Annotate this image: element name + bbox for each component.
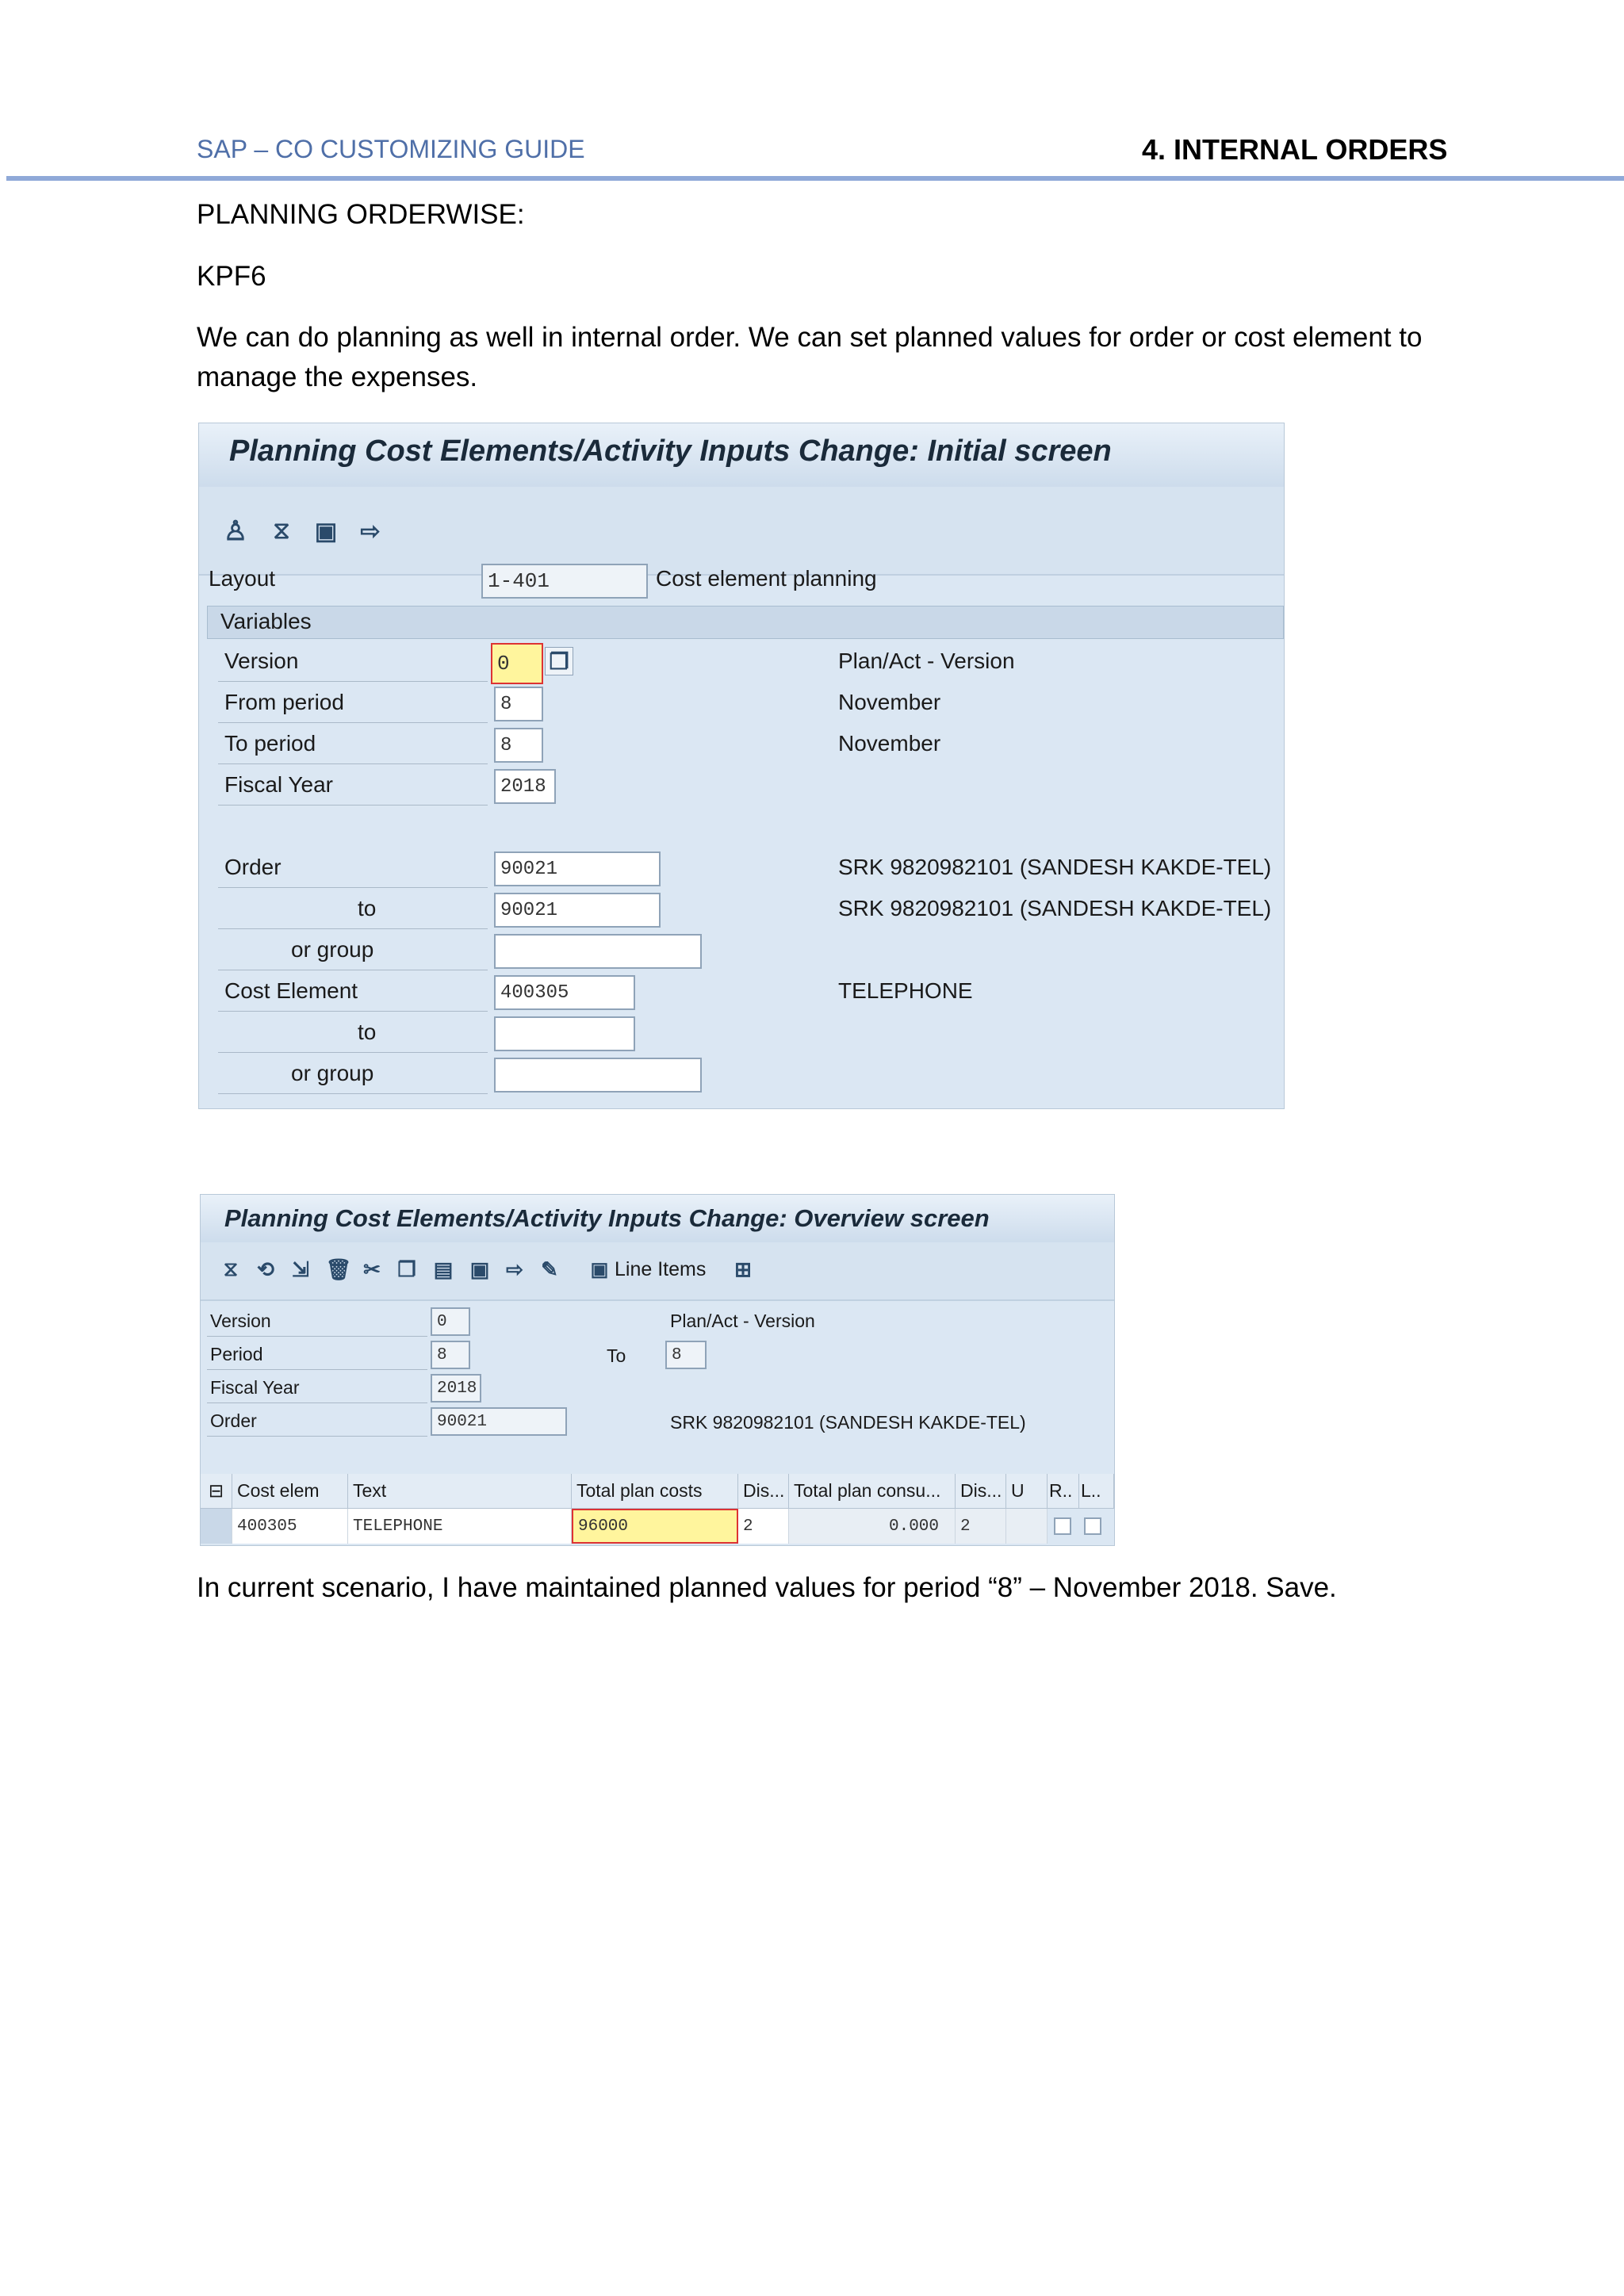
overview-screen-title: Planning Cost Elements/Activity Inputs Change: Overview screen — [224, 1204, 990, 1232]
copy-icon[interactable]: ❐ — [545, 647, 573, 675]
transaction-code: KPF6 — [197, 261, 266, 292]
edit-icon[interactable]: ✎ — [541, 1257, 558, 1281]
version-description: Plan/Act - Version — [670, 1311, 815, 1331]
initial-screen-title-bar — [199, 423, 1284, 487]
order-field[interactable]: 90021 — [431, 1407, 567, 1436]
row-divider — [207, 1369, 427, 1370]
row-divider — [207, 1436, 427, 1437]
save-icon[interactable]: ▣ — [469, 1257, 490, 1281]
period-to-field[interactable]: 8 — [665, 1341, 707, 1369]
period-field[interactable]: 8 — [431, 1341, 470, 1369]
cell-total-plan-consumption[interactable]: 0.000 — [789, 1509, 956, 1544]
cost-element-description: TELEPHONE — [838, 978, 973, 1003]
order-to-description: SRK 9820982101 (SANDESH KAKDE-TEL) — [838, 896, 1272, 920]
header-guide-title: SAP – CO CUSTOMIZING GUIDE — [197, 135, 585, 163]
column-header[interactable]: Total plan costs — [572, 1474, 738, 1509]
version-label: Version — [224, 649, 299, 673]
export-icon[interactable]: ⇨ — [506, 1257, 523, 1281]
settings-icon[interactable]: ⊞ — [734, 1257, 752, 1281]
row-divider — [218, 681, 488, 682]
variables-label: Variables — [220, 609, 312, 633]
period-to-label: To — [607, 1345, 626, 1366]
order-label: Order — [224, 855, 282, 879]
line-items-icon[interactable]: ▣ — [590, 1258, 609, 1280]
cost-element-group-label: or group — [291, 1061, 374, 1085]
from-period-description: November — [838, 690, 941, 714]
overview-toolbar — [201, 1242, 1114, 1301]
table-settings-icon[interactable]: ⊟ — [201, 1474, 232, 1509]
column-header[interactable]: Dis... — [738, 1474, 789, 1509]
delete-icon[interactable]: 🗑 — [325, 1257, 352, 1281]
order-label: Order — [210, 1410, 257, 1431]
copy-icon[interactable]: ❐ — [397, 1257, 416, 1281]
fiscal-year-field[interactable]: 2018 — [431, 1374, 481, 1402]
row-divider — [218, 887, 488, 888]
chart-icon[interactable]: ⧖ — [273, 518, 290, 544]
row-divider — [218, 1052, 488, 1053]
person-icon[interactable]: ♙ — [223, 516, 248, 546]
from-period-field[interactable]: 8 — [494, 687, 543, 721]
period-label: Period — [210, 1344, 263, 1364]
cell-r-checkbox[interactable] — [1054, 1517, 1071, 1535]
layout-description: Cost element planning — [656, 566, 877, 591]
order-description: SRK 9820982101 (SANDESH KAKDE-TEL) — [670, 1412, 1026, 1433]
header-chapter-title: 4. INTERNAL ORDERS — [1142, 133, 1448, 166]
row-divider — [218, 1093, 488, 1094]
export-icon[interactable]: ⇨ — [360, 518, 381, 545]
save-icon[interactable]: ▣ — [314, 518, 338, 545]
order-group-field[interactable] — [494, 934, 702, 969]
cell-text[interactable]: TELEPHONE — [348, 1509, 572, 1544]
cell-unit[interactable] — [1006, 1509, 1048, 1544]
cell-l-checkbox[interactable] — [1084, 1517, 1101, 1535]
row-divider — [218, 1011, 488, 1012]
chart-icon[interactable]: ⧖ — [223, 1257, 239, 1280]
line-items-button[interactable]: Line Items — [615, 1258, 707, 1280]
cell-distribution-key[interactable]: 2 — [738, 1509, 789, 1544]
cost-element-from-field[interactable]: 400305 — [494, 975, 635, 1010]
order-to-field[interactable]: 90021 — [494, 893, 661, 928]
section-heading: PLANNING ORDERWISE: — [197, 199, 525, 230]
overview-screen — [200, 1194, 1115, 1546]
version-label: Version — [210, 1311, 271, 1331]
row-selector[interactable] — [201, 1509, 232, 1544]
order-to-label: to — [358, 896, 377, 920]
cost-element-to-field[interactable] — [494, 1016, 635, 1051]
cell-total-plan-costs[interactable]: 96000 — [572, 1509, 738, 1544]
from-period-label: From period — [224, 690, 344, 714]
cost-element-group-field[interactable] — [494, 1058, 702, 1093]
fiscal-year-label: Fiscal Year — [224, 772, 333, 797]
cell-cost-element[interactable]: 400305 — [232, 1509, 348, 1544]
row-divider — [218, 722, 488, 723]
link-icon[interactable]: ⟲ — [257, 1257, 274, 1281]
intro-paragraph: We can do planning as well in internal order. We can set planned values for order or cost element to manage the expenses. — [197, 322, 1423, 392]
version-description: Plan/Act - Version — [838, 649, 1015, 673]
version-field[interactable]: 0 — [491, 643, 543, 684]
cut-icon[interactable]: ✂ — [363, 1257, 381, 1281]
fiscal-year-field[interactable]: 2018 — [494, 769, 556, 804]
variables-section-header — [207, 606, 1284, 639]
layout-label: Layout — [209, 566, 276, 591]
cell-distribution-key-2[interactable]: 2 — [956, 1509, 1006, 1544]
to-period-description: November — [838, 731, 941, 756]
order-description: SRK 9820982101 (SANDESH KAKDE-TEL) — [838, 855, 1272, 879]
header-rule — [6, 176, 1624, 181]
overview-screen-title-bar — [201, 1195, 1114, 1242]
column-header[interactable]: R.. — [1048, 1474, 1079, 1509]
closing-paragraph: In current scenario, I have maintained planned values for period “8” – November 2018. Save. — [197, 1572, 1337, 1603]
cost-element-label: Cost Element — [224, 978, 358, 1003]
to-period-label: To period — [224, 731, 316, 756]
row-divider — [218, 928, 488, 929]
column-header[interactable]: L.. — [1079, 1474, 1114, 1509]
planning-table — [201, 1474, 1114, 1545]
column-header[interactable]: Total plan consu... — [789, 1474, 956, 1509]
fiscal-year-label: Fiscal Year — [210, 1377, 300, 1398]
cost-element-to-label: to — [358, 1020, 377, 1044]
to-period-field[interactable]: 8 — [494, 728, 543, 763]
version-field[interactable]: 0 — [431, 1307, 470, 1336]
paste-icon[interactable]: ▤ — [433, 1257, 454, 1281]
column-header[interactable]: Text — [348, 1474, 572, 1509]
column-header[interactable]: Dis... — [956, 1474, 1006, 1509]
order-from-field[interactable]: 90021 — [494, 851, 661, 886]
row-divider — [207, 1402, 427, 1403]
select-icon[interactable]: ⇲ — [292, 1257, 309, 1281]
row-divider — [218, 763, 488, 764]
column-header[interactable]: U — [1006, 1474, 1048, 1509]
initial-screen — [198, 423, 1285, 1109]
row-divider — [218, 805, 488, 806]
order-group-label: or group — [291, 937, 374, 962]
initial-toolbar — [199, 487, 1284, 576]
initial-screen-title: Planning Cost Elements/Activity Inputs Change: Initial screen — [229, 434, 1112, 468]
table-row — [201, 1509, 1114, 1544]
column-header[interactable]: Cost elem — [232, 1474, 348, 1509]
layout-field[interactable]: 1-401 — [481, 564, 648, 599]
row-divider — [207, 1336, 427, 1337]
